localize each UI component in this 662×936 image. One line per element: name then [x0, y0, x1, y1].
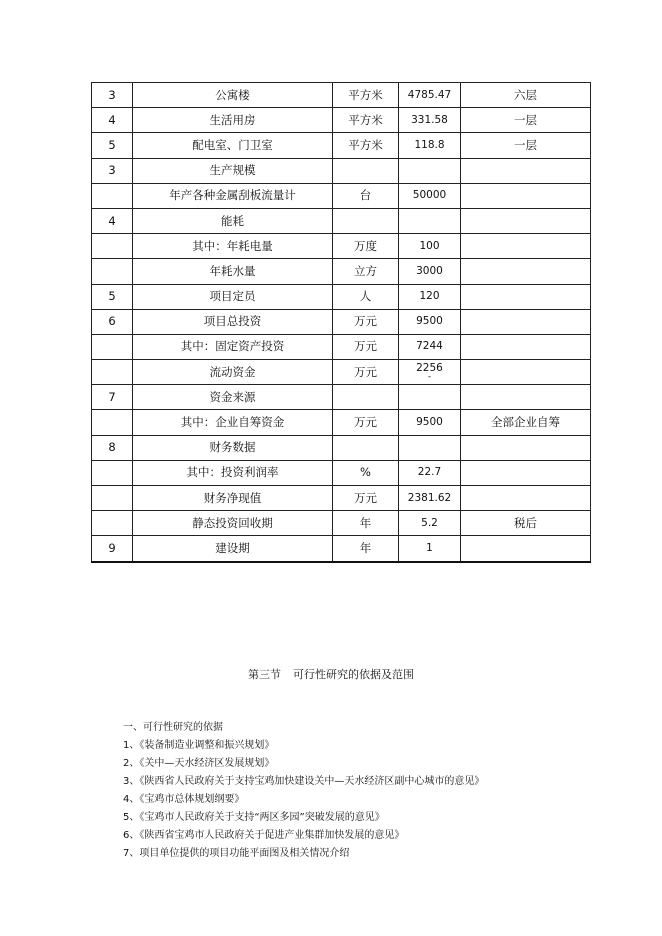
note	[461, 486, 591, 511]
row-number	[92, 259, 133, 284]
list-item: 7、项目单位提供的项目功能平面图及相关情况介绍	[123, 848, 350, 859]
unit: 万元	[333, 334, 399, 359]
note	[461, 334, 591, 359]
row-number	[92, 410, 133, 435]
note	[461, 183, 591, 208]
row-number: 8	[92, 435, 133, 460]
note	[461, 234, 591, 259]
row-number	[92, 511, 133, 536]
basis-heading: 一、可行性研究的依据	[123, 722, 223, 733]
section-title: 可行性研究的依据及范围	[293, 668, 414, 681]
table-row	[92, 536, 591, 562]
row-number: 3	[92, 158, 133, 183]
table-row	[92, 334, 591, 359]
section-heading	[0, 666, 662, 682]
unit: 年	[333, 536, 399, 562]
table-row	[92, 460, 591, 485]
stray-mark: -	[427, 371, 432, 382]
value	[399, 158, 461, 183]
note	[461, 208, 591, 233]
row-number: 5	[92, 284, 133, 309]
note	[461, 385, 591, 410]
value: 2256	[416, 361, 443, 374]
item-name: 流动资金	[133, 360, 333, 385]
table-row	[92, 435, 591, 460]
value: 22.7	[399, 460, 461, 485]
list-item: 1、《装备制造业调整和振兴规划》	[123, 740, 275, 751]
row-number	[92, 183, 133, 208]
table-row	[92, 486, 591, 511]
item-name: 项目总投资	[133, 309, 333, 334]
unit: 万元	[333, 410, 399, 435]
section-label: 第三节	[248, 668, 281, 681]
item-name: 其中：固定资产投资	[133, 334, 333, 359]
unit: 年	[333, 511, 399, 536]
table-row	[92, 284, 591, 309]
value: 120	[399, 284, 461, 309]
item-name: 年耗水量	[133, 259, 333, 284]
item-name: 建设期	[133, 536, 333, 562]
unit: 万元	[333, 360, 399, 385]
value: 100	[399, 234, 461, 259]
row-number: 4	[92, 108, 133, 133]
row-number	[92, 234, 133, 259]
list-item: 6、《陕西省宝鸡市人民政府关于促进产业集群加快发展的意见》	[123, 830, 405, 841]
value-cell	[399, 360, 461, 385]
value: 5.2	[399, 511, 461, 536]
value: 331.58	[399, 108, 461, 133]
item-name: 项目定员	[133, 284, 333, 309]
item-name: 生产规模	[133, 158, 333, 183]
table-row	[92, 385, 591, 410]
item-name: 公寓楼	[133, 83, 333, 108]
item-name: 资金来源	[133, 385, 333, 410]
note	[461, 360, 591, 385]
note	[461, 284, 591, 309]
item-name: 其中：年耗电量	[133, 234, 333, 259]
table-row	[92, 133, 591, 158]
note: 一层	[461, 108, 591, 133]
row-number	[92, 334, 133, 359]
note	[461, 309, 591, 334]
unit	[333, 158, 399, 183]
unit: 万度	[333, 234, 399, 259]
value: 9500	[399, 309, 461, 334]
unit	[333, 208, 399, 233]
table-row	[92, 259, 591, 284]
list-item: 3、《陕西省人民政府关于支持宝鸡加快建设关中—天水经济区副中心城市的意见》	[123, 776, 485, 787]
list-item: 5、《宝鸡市人民政府关于支持“两区多园”突破发展的意见》	[123, 812, 385, 823]
item-name: 能耗	[133, 208, 333, 233]
item-name: 其中：投资利润率	[133, 460, 333, 485]
row-number	[92, 460, 133, 485]
table-row	[92, 410, 591, 435]
row-number: 6	[92, 309, 133, 334]
note	[461, 536, 591, 562]
value: 2381.62	[399, 486, 461, 511]
basis-list	[123, 719, 484, 863]
unit: 人	[333, 284, 399, 309]
value: 1	[399, 536, 461, 562]
list-item: 4、《宝鸡市总体规划纲要》	[123, 794, 245, 805]
value-stack	[416, 362, 443, 380]
note: 六层	[461, 83, 591, 108]
table-row	[92, 234, 591, 259]
table-row	[92, 108, 591, 133]
note	[461, 259, 591, 284]
value: 3000	[399, 259, 461, 284]
value	[399, 208, 461, 233]
project-indicator-table	[91, 82, 591, 563]
row-number: 7	[92, 385, 133, 410]
value	[399, 385, 461, 410]
note	[461, 158, 591, 183]
unit: 平方米	[333, 108, 399, 133]
unit: 台	[333, 183, 399, 208]
value	[399, 435, 461, 460]
value: 118.8	[399, 133, 461, 158]
row-number: 9	[92, 536, 133, 562]
table-row	[92, 360, 591, 385]
item-name: 年产各种金属刮板流量计	[133, 183, 333, 208]
row-number	[92, 486, 133, 511]
table-row	[92, 208, 591, 233]
note	[461, 460, 591, 485]
note: 一层	[461, 133, 591, 158]
unit	[333, 435, 399, 460]
value: 50000	[399, 183, 461, 208]
table-row	[92, 158, 591, 183]
table-row	[92, 83, 591, 108]
unit: 万元	[333, 309, 399, 334]
item-name: 生活用房	[133, 108, 333, 133]
unit	[333, 385, 399, 410]
note: 税后	[461, 511, 591, 536]
item-name: 财务数据	[133, 435, 333, 460]
unit: %	[333, 460, 399, 485]
item-name: 配电室、门卫室	[133, 133, 333, 158]
unit: 平方米	[333, 83, 399, 108]
row-number	[92, 360, 133, 385]
unit: 万元	[333, 486, 399, 511]
unit: 立方	[333, 259, 399, 284]
value: 9500	[399, 410, 461, 435]
unit: 平方米	[333, 133, 399, 158]
item-name: 其中：企业自筹资金	[133, 410, 333, 435]
table-row	[92, 511, 591, 536]
note	[461, 435, 591, 460]
value: 7244	[399, 334, 461, 359]
list-item: 2、《关中—天水经济区发展规划》	[123, 758, 275, 769]
item-name: 静态投资回收期	[133, 511, 333, 536]
value: 4785.47	[399, 83, 461, 108]
table-row	[92, 183, 591, 208]
row-number: 3	[92, 83, 133, 108]
row-number: 5	[92, 133, 133, 158]
item-name: 财务净现值	[133, 486, 333, 511]
note: 全部企业自筹	[461, 410, 591, 435]
row-number: 4	[92, 208, 133, 233]
table-row	[92, 309, 591, 334]
